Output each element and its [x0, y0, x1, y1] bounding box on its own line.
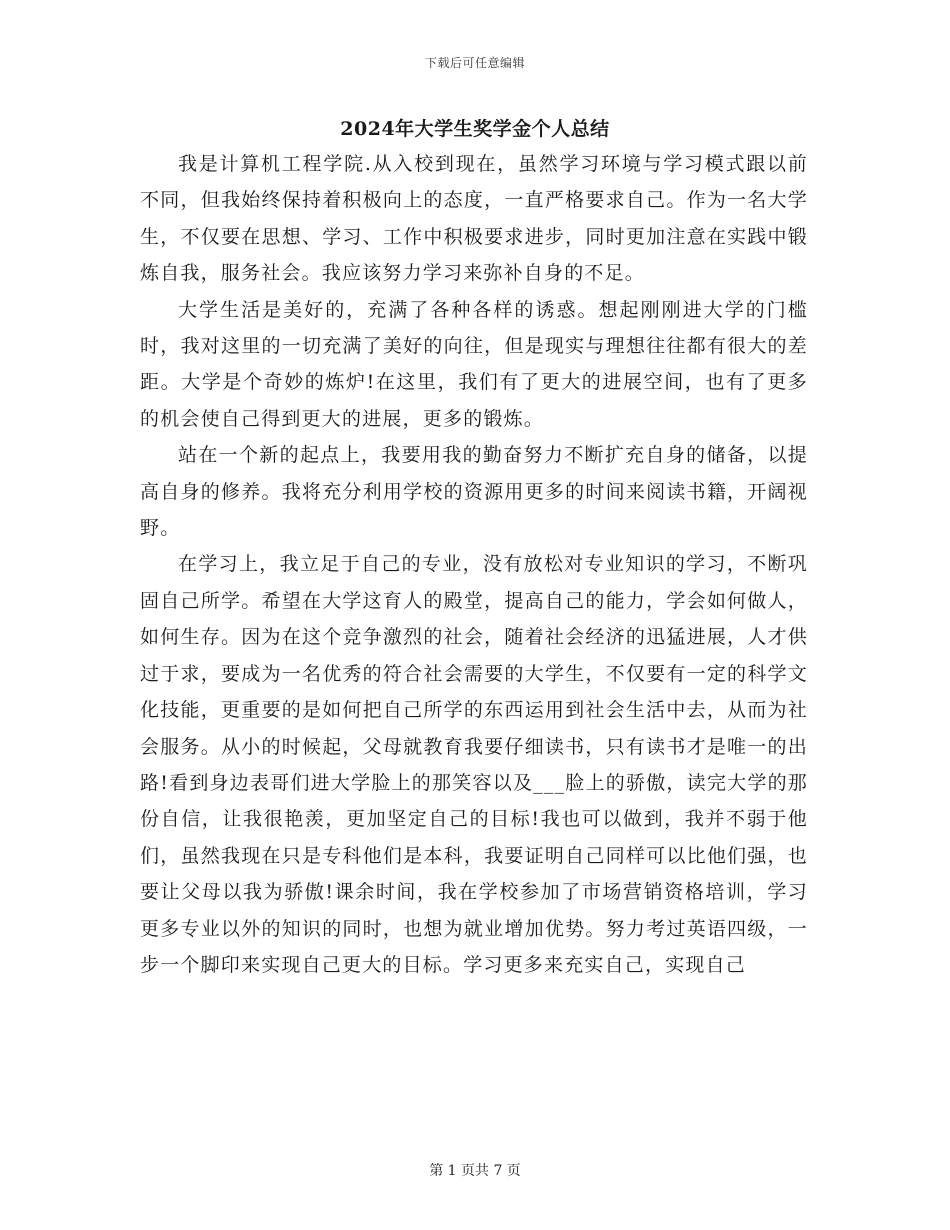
paragraph: 大学生活是美好的，充满了各种各样的诱惑。想起刚刚进大学的门槛时，我对这里的一切充满了美好的向往，但是现实与理想往往都有很大的差距。大学是个奇妙的炼炉!在这里，我们有了更大的进展空间，也有了更多的机会使自己得到更大的进展，更多的锻炼。: [140, 298, 808, 430]
document-title: 2024年大学生奖学金个人总结: [340, 118, 610, 140]
paragraph: 我是计算机工程学院.从入校到现在，虽然学习环境与学习模式跟以前不同，但我始终保持着积极向上的态度，一直严格要求自己。作为一名大学生，不仅要在思想、学习、工作中积极要求进步，同时更加注意在实践中锻炼自我，服务社会。我应该努力学习来弥补自身的不足。: [140, 153, 808, 285]
paragraph: 在学习上，我立足于自己的专业，没有放松对专业知识的学习，不断巩固自己所学。希望在大学这育人的殿堂，提高自己的能力，学会如何做人，如何生存。因为在这个竞争激烈的社会，随着社会经济的迅猛进展，人才供过于求，要成为一名优秀的符合社会需要的大学生，不仅要有一定的科学文化技能，更重要的是如何把自己所学的东西运用到社会生活中去，从而为社会服务。从小的时候起，父母就教育我要仔细读书，只有读书才是唯一的出路!看到身边表哥们进大学脸上的那笑容以及___脸上的骄傲，读完大学的那份自信，让我很艳羡，更加坚定自己的目标!我也可以做到，我并不弱于他们，虽然我现在只是专科他们是本科，我要证明自己同样可以比他们强，也要让父母以我为骄傲!课余时间，我在学校参加了市场营销资格培训，学习更多专业以外的知识的同时，也想为就业增加优势。努力考过英语四级，一步一个脚印来实现自己更大的目标。学习更多来充实自己，实现自己: [140, 553, 808, 976]
page-indicator: 第 1 页共 7 页: [429, 1163, 521, 1179]
document-body: [140, 146, 808, 983]
header-note: 下载后可任意编辑: [424, 56, 525, 70]
paragraph: 站在一个新的起点上，我要用我的勤奋努力不断扩充自身的储备，以提高自身的修养。我将充分利用学校的资源用更多的时间来阅读书籍，开阔视野。: [140, 444, 808, 540]
